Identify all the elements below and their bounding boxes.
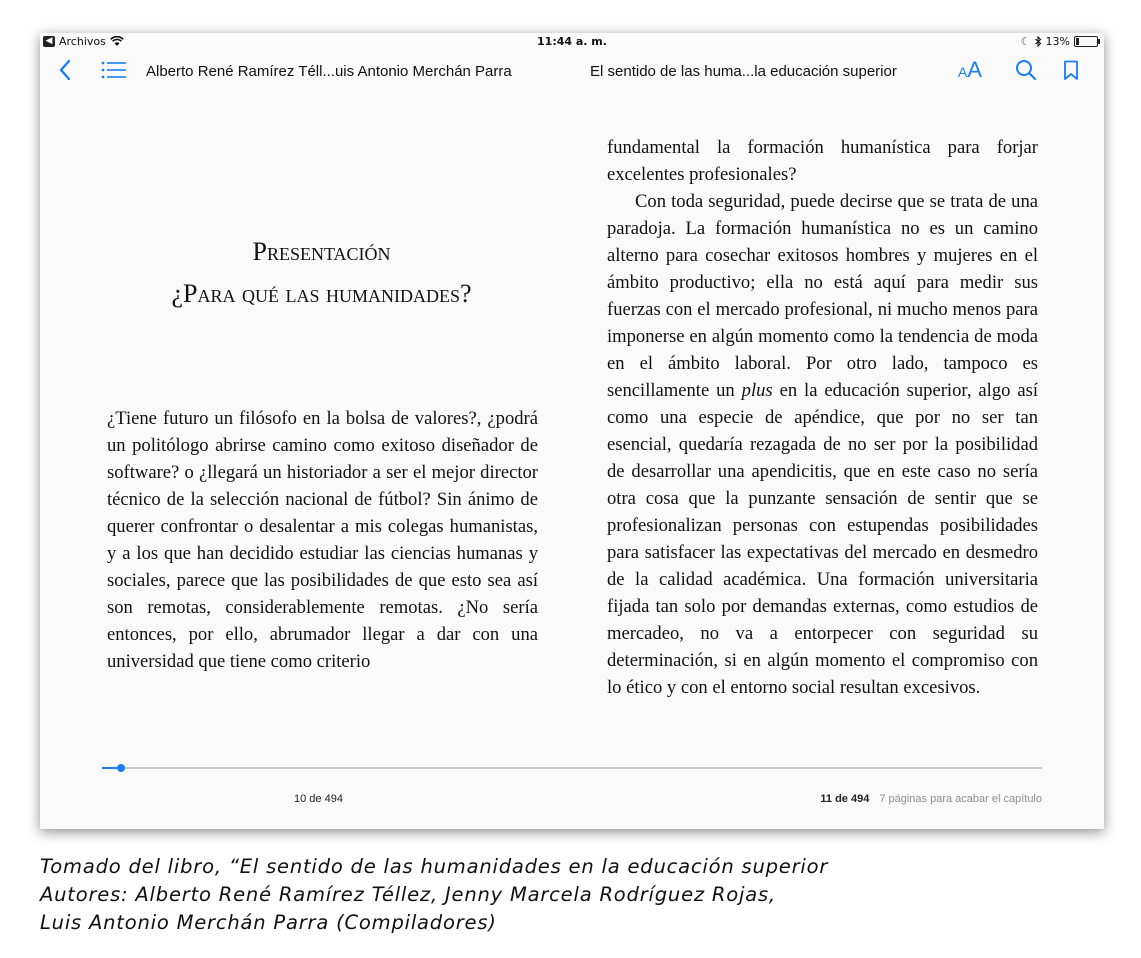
search-icon[interactable] — [1015, 59, 1037, 81]
battery-percent: 13% — [1045, 35, 1070, 48]
paragraph-2-italic: plus — [741, 380, 773, 401]
chapter-heading-line2: ¿Para qué las humanidades? — [171, 279, 472, 308]
status-bar — [40, 33, 1104, 51]
font-size-button[interactable]: AA — [958, 57, 983, 82]
page-scrubber[interactable] — [102, 767, 1042, 769]
chapter-heading-line1: Presentación — [252, 237, 391, 266]
left-page-number: 10 de 494 — [294, 793, 343, 805]
right-page-paragraph-1: fundamental la formación humanística para forjar excelentes profesionales? — [607, 137, 1038, 185]
paragraph-2-text-b: en la educación superior, algo así como una especie de apéndice, que por no ser tan esencial, quedaría rezagada de no ser por la posibilidad de desarrollar una apendicitis, que en este caso no sería otra cosa que la punzante sensación de sentir que se profesionalizan personas con estupendas posibilidades para satisfacer las expectativas del mercado en desmedro de la calidad académica. Una formación universitaria fijada tan solo por demandas externas, como estudios de mercadeo, no va a entorpecer con seguridad su determinación, si en algún momento el compromiso con lo ético y con el entorno social resultan excesivos. — [607, 380, 1038, 698]
table-of-contents-icon[interactable] — [101, 61, 126, 79]
book-author-title: Alberto René Ramírez Téll...uis Antonio Merchán Parra — [146, 63, 512, 80]
back-to-app-icon[interactable]: ◀ — [43, 36, 55, 47]
bookmark-icon[interactable] — [1063, 60, 1079, 81]
right-page-footer — [820, 793, 1042, 805]
page-scrubber-handle[interactable] — [117, 764, 125, 772]
battery-fill — [1076, 38, 1079, 45]
back-app-label[interactable]: Archivos — [59, 35, 106, 48]
caption-line-2: Autores: Alberto René Ramírez Téllez, Jenny Marcela Rodríguez Rojas, — [40, 883, 776, 906]
battery-icon — [1074, 36, 1098, 47]
bluetooth-icon — [1035, 36, 1042, 47]
right-page-number: 11 de 494 — [820, 793, 870, 805]
right-page-body — [607, 134, 1038, 701]
chapter-remaining-text: 7 páginas para acabar el capítulo — [879, 793, 1042, 805]
ipad-screen — [40, 33, 1104, 829]
status-right — [1021, 35, 1098, 48]
status-time: 11:44 a. m. — [537, 35, 607, 48]
moon-icon: ☾ — [1020, 35, 1031, 48]
left-page-body: ¿Tiene futuro un filósofo en la bolsa de valores?, ¿podrá un politólogo abrirse camino como exitoso diseñador de software? o ¿llegará un historiador a ser el mejor director técnico de la selección nacional de fútbol? Sin ánimo de querer confrontar o desalentar a mis colegas humanistas, y a los que han decidido estudiar las ciencias humanas y sociales, parece que las posibilidades de que esto sea así son remotas, considerablemente remotas. ¿No sería entonces, por ello, abrumador llegar a dar con una universidad que tiene como criterio — [107, 408, 538, 672]
caption-line-3: Luis Antonio Merchán Parra (Compiladores) — [40, 911, 497, 934]
back-chevron-icon[interactable] — [58, 59, 72, 81]
caption-line-1: Tomado del libro, “El sentido de las humanidades en la educación superior — [40, 855, 829, 878]
book-title: El sentido de las huma...la educación superior — [590, 63, 897, 80]
image-caption — [40, 853, 828, 937]
paragraph-2-text-a: Con toda seguridad, puede decirse que se trata de una paradoja. La formación humanística no es un camino alterno para cosechar exitosos hombres y mujeres en el ámbito productivo; ella no está aquí para medir sus fuerzas con el mercado profesional, ni mucho menos para imponerse en algún momento como la tendencia de moda en el ámbito laboral. Por otro lado, tampoco es sencillamente un — [607, 191, 1038, 401]
right-page-paragraph-2 — [607, 188, 1038, 701]
